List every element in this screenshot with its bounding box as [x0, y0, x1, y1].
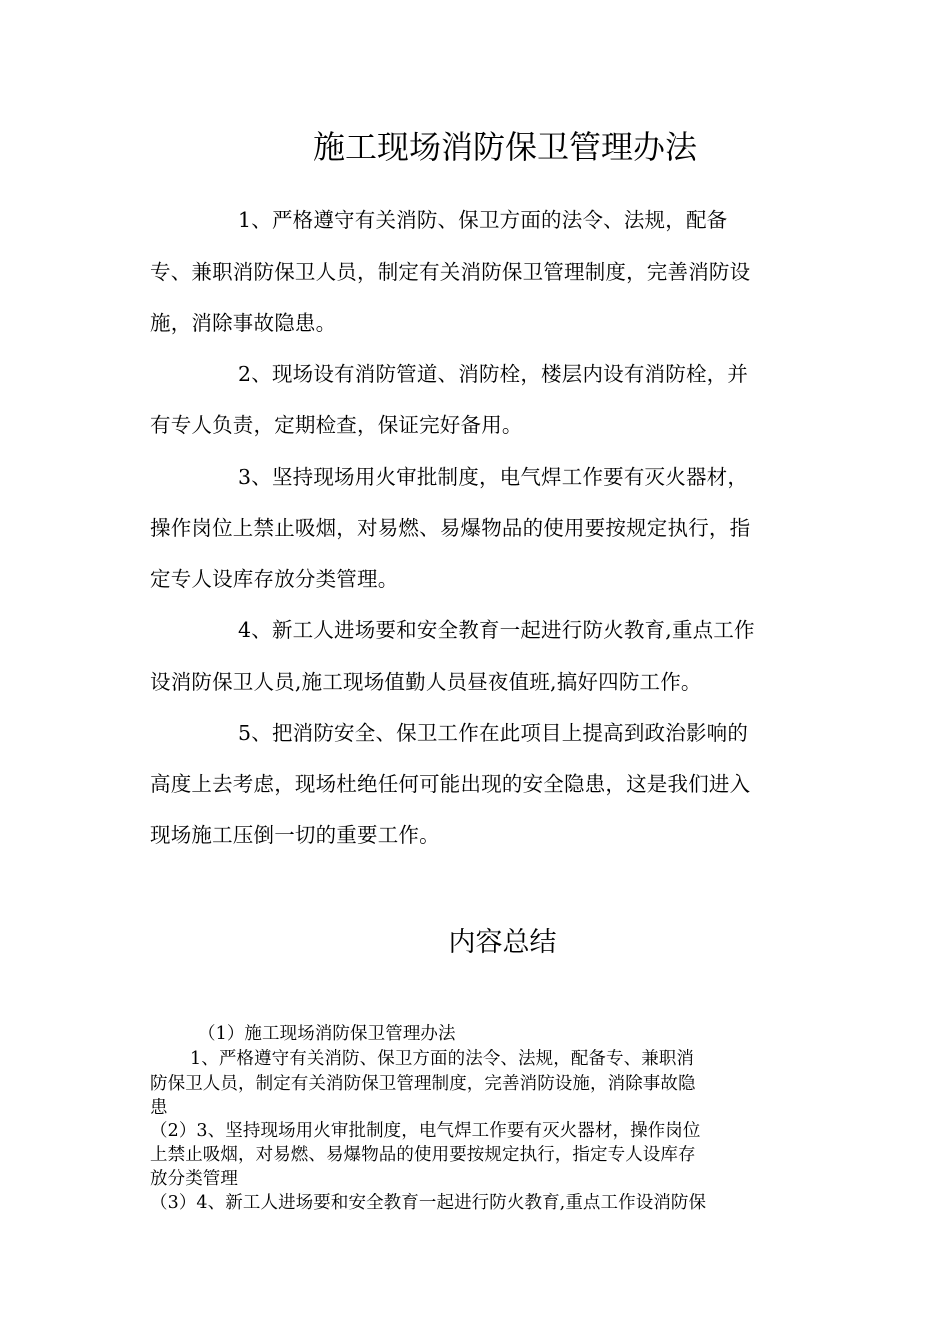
summary-line: （2）3、坚持现场用火审批制度，电气焊工作要有灭火器材，操作岗位: [150, 1121, 701, 1141]
summary-line: （3）4、新工人进场要和安全教育一起进行防火教育,重点工作设消防保: [150, 1193, 707, 1213]
paragraph-5-line-2: 高度上去考虑，现场杜绝任何可能出现的安全隐患，这是我们进入: [150, 772, 751, 796]
document-title: 施工现场消防保卫管理办法: [312, 128, 697, 166]
paragraph-5-line-3: 现场施工压倒一切的重要工作。: [150, 823, 440, 847]
summary-line: （1）施工现场消防保卫管理办法: [198, 1024, 456, 1044]
paragraph-3-line-1: 3、坚持现场用火审批制度，电气焊工作要有灭火器材，: [238, 465, 749, 489]
summary-line: 防保卫人员，制定有关消防保卫管理制度，完善消防设施，消除事故隐: [150, 1074, 696, 1094]
summary-line: 患: [150, 1098, 168, 1118]
paragraph-1-line-3: 施，消除事故隐患。: [150, 311, 337, 335]
paragraph-5-line-1: 5、把消防安全、保卫工作在此项目上提高到政治影响的: [238, 721, 749, 745]
paragraph-3-line-2: 操作岗位上禁止吸烟，对易燃、易爆物品的使用要按规定执行，指: [150, 516, 751, 540]
paragraph-4-line-2: 设消防保卫人员,施工现场值勤人员昼夜值班,搞好四防工作。: [150, 670, 702, 694]
summary-line: 上禁止吸烟，对易燃、易爆物品的使用要按规定执行，指定专人设库存: [150, 1145, 696, 1165]
summary-line: 1、严格遵守有关消防、保卫方面的法令、法规，配备专、兼职消: [190, 1049, 695, 1069]
paragraph-3-line-3: 定专人设库存放分类管理。: [150, 567, 399, 591]
paragraph-1-line-1: 1、严格遵守有关消防、保卫方面的法令、法规，配备: [238, 208, 728, 232]
paragraph-2-line-1: 2、现场设有消防管道、消防栓，楼层内设有消防栓，并: [238, 362, 749, 386]
paragraph-1-line-2: 专、兼职消防保卫人员，制定有关消防保卫管理制度，完善消防设: [150, 260, 751, 284]
summary-title: 内容总结: [448, 927, 557, 958]
summary-line: 放分类管理: [150, 1169, 238, 1189]
paragraph-2-line-2: 有专人负责，定期检查，保证完好备用。: [150, 413, 523, 437]
paragraph-4-line-1: 4、新工人进场要和安全教育一起进行防火教育,重点工作: [238, 618, 755, 642]
